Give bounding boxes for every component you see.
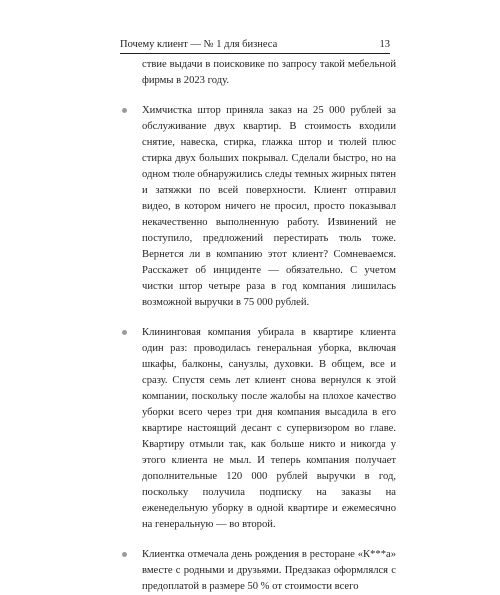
header-rule	[120, 53, 390, 54]
bullet-dot-icon	[122, 330, 127, 335]
running-header-title: Почему клиент — № 1 для бизнеса	[120, 39, 278, 50]
page-number: 13	[379, 39, 390, 50]
continuation-paragraph: ствие выдачи в поисковике по запросу такой мебельной фирмы в 2023 году.	[142, 59, 396, 86]
bullet-item-cleaning	[120, 325, 396, 533]
bullet-text: Клиентка отмечала день рождения в ресторане «К***а» вместе с родными и друзьями. Предзаказ оформлялся с предоплатой в размере 50 % от стоимости всего	[142, 549, 396, 592]
bullet-dot-icon	[122, 108, 127, 113]
bullet-text: Химчистка штор приняла заказ на 25 000 рублей за обслуживание двух квартир. В стоимость входили снятие, навеска, стирка, глажка штор и тюлей плюс стирка двух больших покрывал. Сделали быстро, но на одном тюле обнаружились следы темных жирных пятен и затяжки по всей поверхности. Клиент отправил видео, в котором ничего не просил, просто показывал некачественно выполненную работу. Извинений не поступило, предложений перестирать тюль тоже. Вернется ли в компанию этот клиент? Сомневаемся. Расскажет об инциденте — обязательно. С учетом чистки штор четыре раза в год компания лишилась возможной выручки в 75 000 рублей.	[142, 105, 396, 308]
bullet-dot-icon	[122, 552, 127, 557]
page-body	[120, 57, 396, 595]
running-header	[120, 39, 390, 50]
bullet-text: Клининговая компания убирала в квартире клиента один раз: проводилась генеральная уборка, включая шкафы, балконы, санузлы, духовки. В общем, все и сразу. Спустя семь лет клиент снова вернулся к этой компании, поскольку после жалобы на плохое качество уборки всего через три дня компания высадила в его квартире настоящий десант с супервизором во главе. Квартиру отмыли так, как больше никто и никогда у этого клиента не мыл. И теперь компания получает дополнительные 120 000 рублей выручки в год, поскольку получила подписку на заказы на еженедельную уборку в одной квартире и ежемесячно на генеральную — во второй.	[142, 327, 396, 530]
bullet-item-laundry	[120, 103, 396, 311]
bullet-item-restaurant	[120, 547, 396, 595]
